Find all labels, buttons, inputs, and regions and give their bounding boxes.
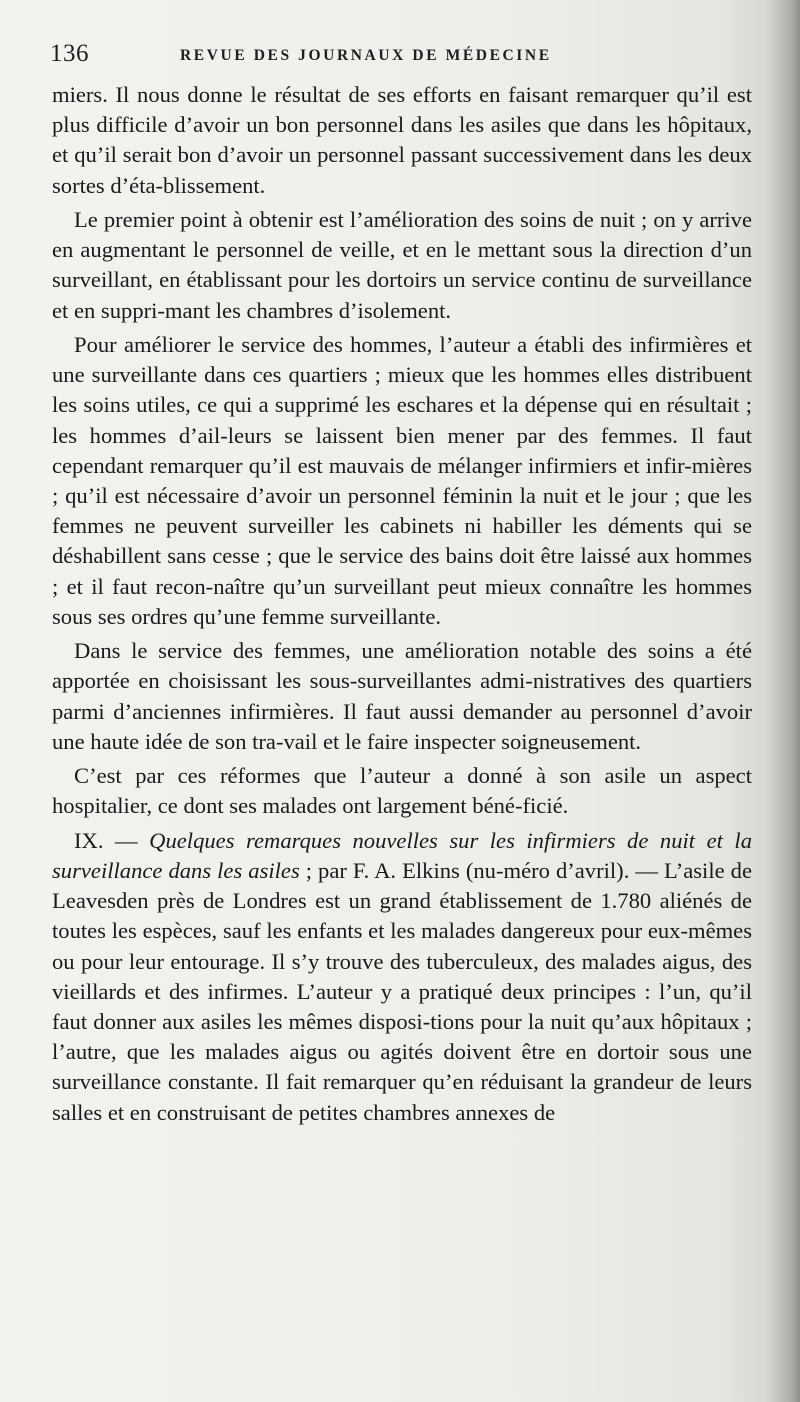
paragraph-women-service: Dans le service des femmes, une amélioration notable des soins a été apportée en choisissant les sous-surveillantes admi-nistratives des quartiers parmi d’anciennes infirmières. Il faut aussi demander au personnel d’avoir une haute idée de son tra-vail et le faire inspecter soigneusement. [52,638,752,754]
spine-shadow [766,0,800,1402]
page-number: 136 [50,40,89,67]
section-ix-title: Quelques remarques nouvelles sur les infirmiers de nuit et la surveillance dans les asiles [52,827,752,884]
section-ix-number: IX. — [74,827,150,853]
paragraph-night-care: Le premier point à obtenir est l’amélioration des soins de nuit ; on y arrive en augmentant le personnel de veille, et en le mettant sous la direction d’un surveillant, en établissant pour les dortoirs un service continu de surveillance et en suppri-mant les chambres d’isolement. [52,207,752,323]
paragraph-reforms: C’est par ces réformes que l’auteur a donné à son asile un aspect hospitalier, ce dont ses malades ont largement béné-ficié. [52,763,752,819]
section-ix-text: ; par F. A. Elkins (nu-méro d’avril). — L’asile de Leavesden près de Londres est un grand établissement de 1.780 aliénés de toutes les espèces, sauf les enfants et les malades dangereux pour eux-mêmes ou pour leur entourage. Il s’y trouve des tuberculeux, des malades aigus, des vieillards et des infirmes. L’auteur y a pratiqué deux principes : l’un, qu’il faut donner aux asiles les mêmes disposi-tions pour la nuit qu’aux hôpitaux ; l’autre, que les malades aigus ou agités doivent être en dortoir sous une surveillance constante. Il fait remarquer qu’en réduisant la grandeur de leurs salles et en construisant de petites chambres annexes de [52,858,752,1125]
paragraph-continuation: miers. Il nous donne le résultat de ses efforts en faisant remarquer qu’il est plus difficile d’avoir un bon personnel dans les asiles que dans les hôpitaux, et qu’il serait bon d’avoir un personnel passant successivement dans les deux sortes d’éta-blissement. [52,82,752,198]
section-ix-paragraph [52,826,752,1128]
paragraph-men-service: Pour améliorer le service des hommes, l’auteur a établi des infirmières et une surveillante dans ces quartiers ; mieux que les hommes elles distribuent les soins utiles, ce qui a supprimé les eschares et la dépense qui en résultait ; les hommes d’ail-leurs se laissent bien mener par des femmes. Il faut cependant remarquer qu’il est mauvais de mélanger infirmiers et infir-mières ; qu’il est nécessaire d’avoir un personnel féminin la nuit et le jour ; que les femmes ne peuvent surveiller les cabinets ni habiller les déments qui se déshabillent sans cesse ; que le service des bains doit être laissé aux hommes ; et il faut recon-naître qu’un surveillant peut mieux connaître les hommes sous ses ordres qu’une femme surveillante. [52,332,752,629]
running-head [50,40,752,74]
article-body [52,80,752,1128]
journal-title: REVUE DES JOURNAUX DE MÉDECINE [180,47,552,64]
